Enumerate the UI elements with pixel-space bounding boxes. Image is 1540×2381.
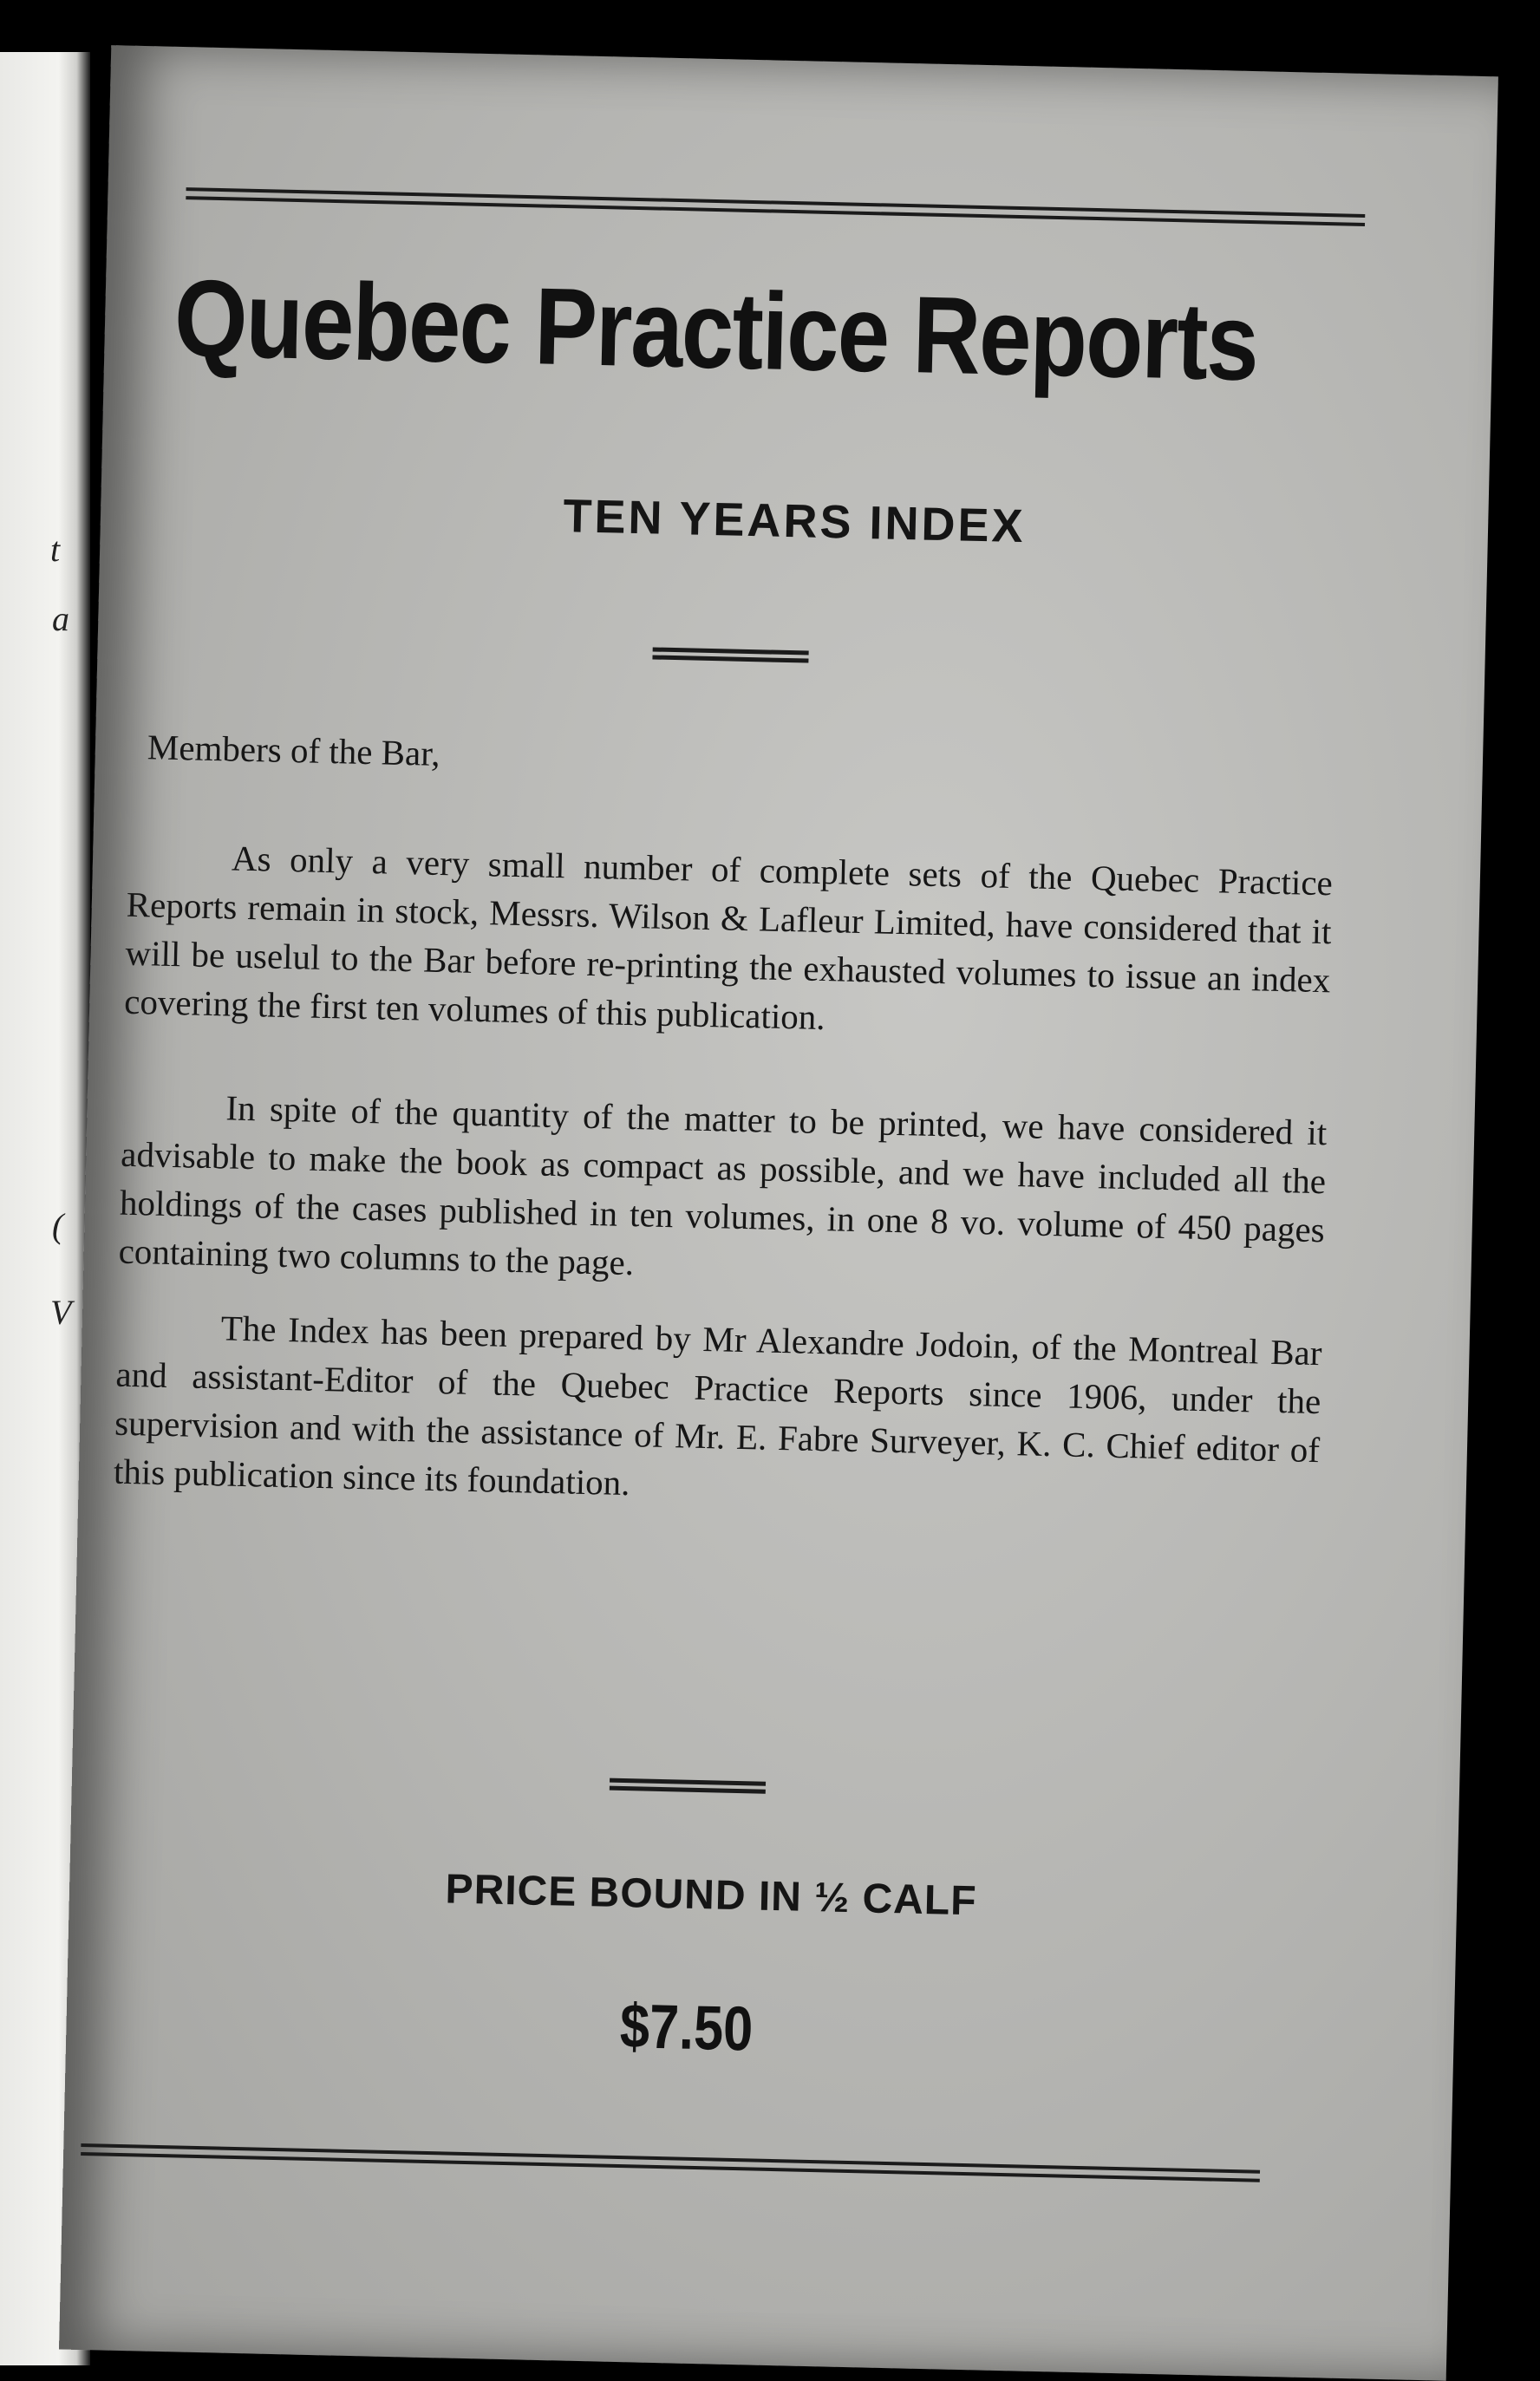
price-divider-rule xyxy=(610,1778,766,1794)
letter-body xyxy=(113,722,1335,1523)
salutation: Members of the Bar, xyxy=(147,727,441,773)
adjacent-page-fragment: a xyxy=(52,599,69,638)
paragraph: The Index has been prepared by Mr Alexandre Jodoin, of the Montreal Bar and assistant-Editor of the Quebec Practice Reports since 1906, under the supervision and with the assistance of Mr. E. Fabre Surveyer, K. C. Chief editor of this publication since its foundation. xyxy=(113,1308,1322,1504)
price-value: $7.50 xyxy=(619,1992,754,2065)
adjacent-page-fragment: ( xyxy=(52,1206,64,1245)
bottom-rule xyxy=(81,2143,1260,2182)
document-title: Quebec Practice Reports xyxy=(173,256,1259,404)
top-rule xyxy=(186,187,1365,226)
title-divider-rule xyxy=(652,647,808,662)
paragraph: In spite of the quantity of the matter to be printed, we have considered it advisable to make the book as compact as possible, and we have included all the holdings of the cases published in ten volumes, in one 8 vo. volume of 450 pages containing two columns to the page. xyxy=(118,1087,1328,1283)
paragraph: As only a very small number of complete sets of the Quebec Practice Reports remain in stock, Messrs. Wilson & Lafleur Limited, have considered that it will be uselul to the Bar before re-printing the exhausted volumes to issue an index covering the first ten volumes of this publication. xyxy=(123,838,1334,1038)
price-label: PRICE BOUND IN ½ CALF xyxy=(445,1866,978,1925)
adjacent-page-fragment: V xyxy=(50,1293,72,1332)
document-subtitle: TEN YEARS INDEX xyxy=(562,490,1027,553)
document-page xyxy=(59,45,1498,2381)
adjacent-page-fragment: t xyxy=(50,530,61,569)
